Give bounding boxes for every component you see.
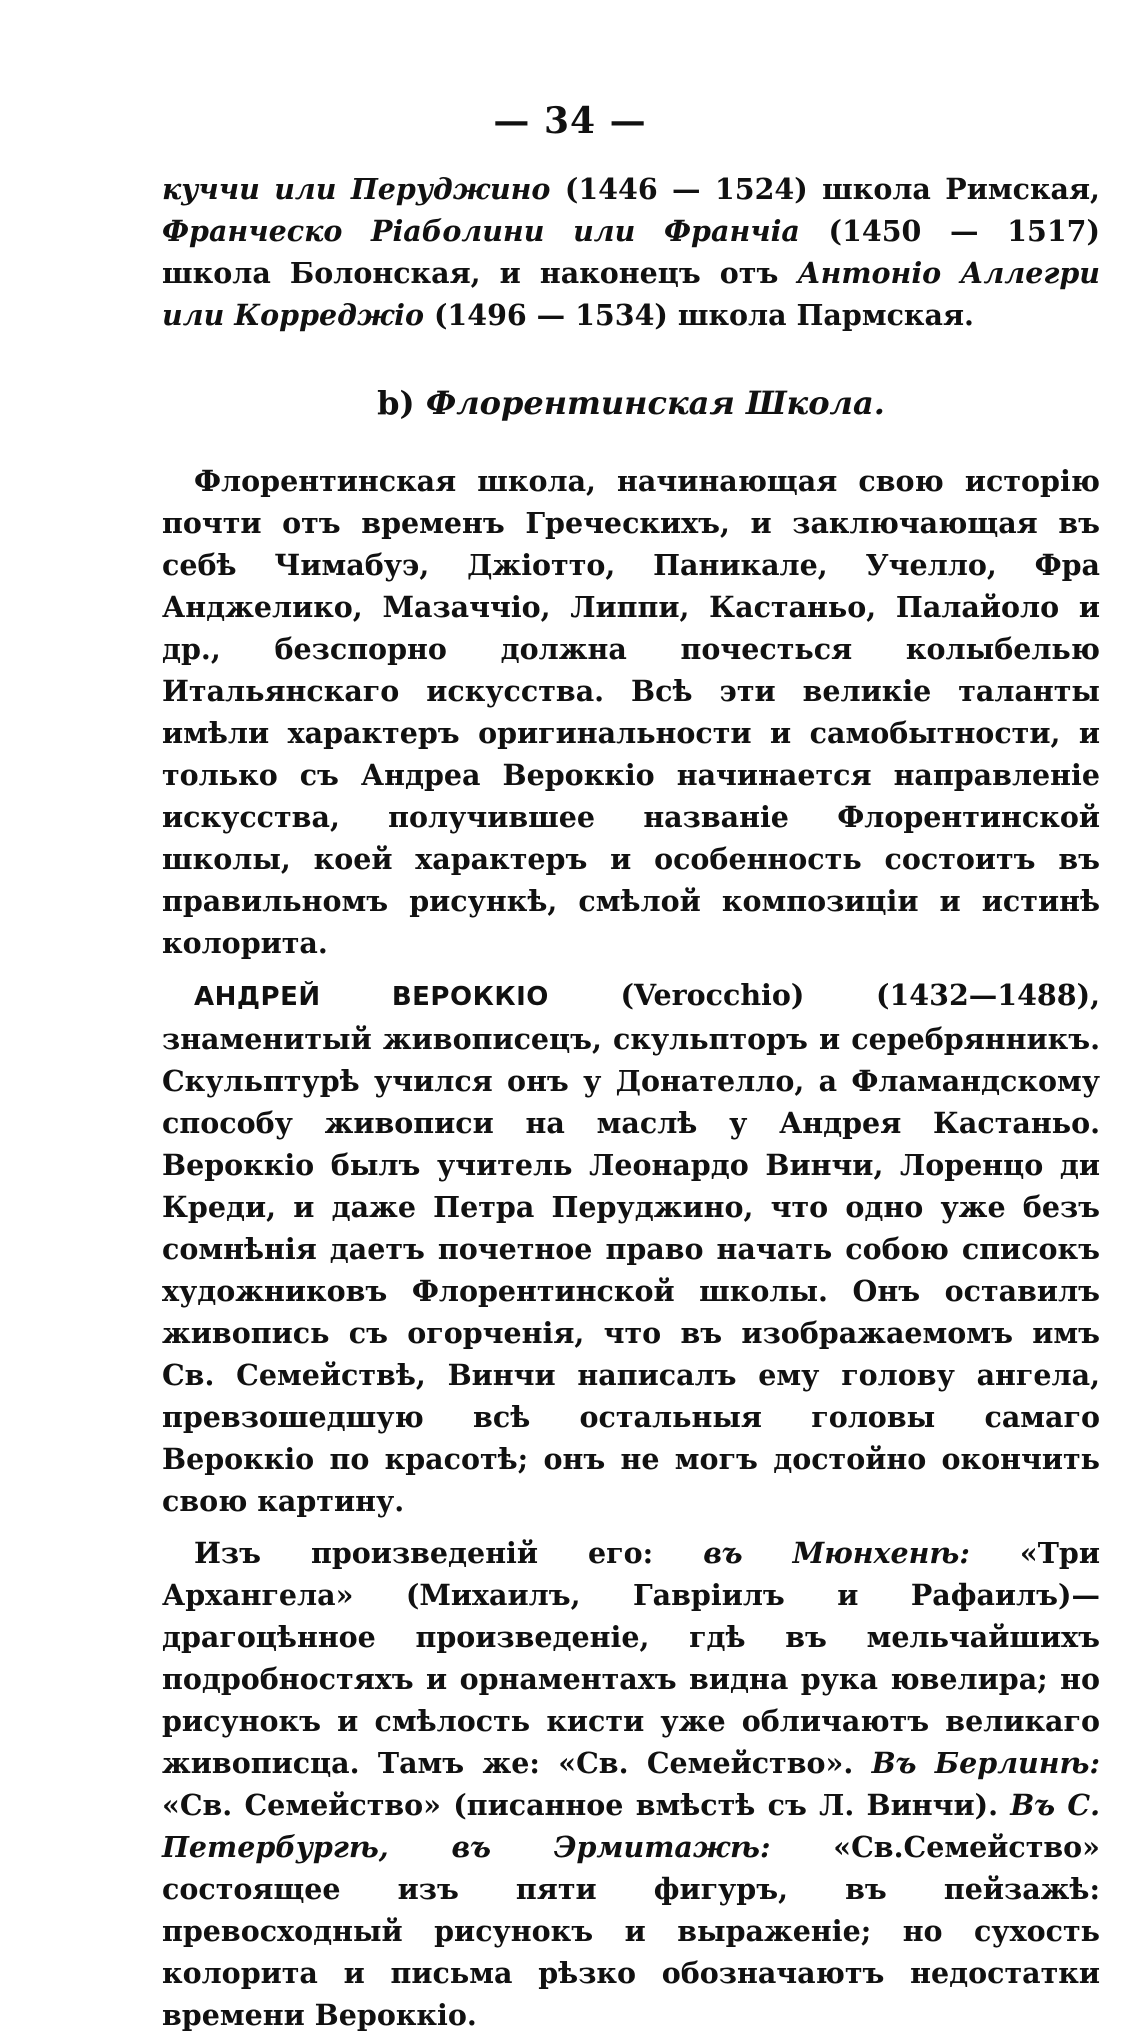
section-letter: b) [377,384,415,422]
text-body [162,168,1100,2036]
paragraph-schools-continued [162,168,1100,336]
location-munich: въ Мюнхенѣ: [703,1536,970,1570]
painter-name-verrocchio: АНДРЕЙ ВЕРОККІО [194,982,549,1012]
section-heading [162,382,1100,424]
painter-name-francia: Франческо Ріаболини или Франчіа [162,214,800,248]
paragraph-text: (Verocchio) (1432—1488), знаменитый живописецъ, скульпторъ и серебрянникъ. Скульптурѣ учился онъ у Донателло, а Фламандскому способу живописи на маслѣ у Андрея Кастаньо. Вероккіо былъ учитель Леонардо Винчи, Лоренцо ди Креди, и даже Петра Перуджино, что одно уже безъ сомнѣнія даетъ почетное право начать собою списокъ художниковъ Флорентинской школы. Онъ оставилъ живопись съ огорченія, что въ изображаемомъ имъ Св. Семействѣ, Винчи написалъ ему голову ангела, превзошедшую всѣ остальныя головы самаго Вероккіо по красотѣ; онъ не могъ достойно окончить свою картину. [162,978,1101,1518]
paragraph-text: (1446 — 1524) школа Римская, [550,172,1100,206]
paragraph-verrocchio [162,974,1100,1522]
paragraph-text: «Три Архангела» (Михаилъ, Гавріилъ и Рафаилъ)—драгоцѣнное произведеніе, гдѣ въ мельчайшихъ подробностяхъ и орнаментахъ видна рука ювелира; но рисунокъ и смѣлость кисти уже обличаютъ великаго живописца. Тамъ же: «Св. Семейство». [162,1536,1100,1780]
paragraph-text: «Св.Семейство» состоящее изъ пяти фигуръ, въ пейзажѣ: превосходный рисунокъ и выраженіе; но сухость колорита и письма рѣзко обозначаютъ недостатки времени Вероккіо. [162,1830,1100,2032]
paragraph-text: (1496 — 1534) школа Пармская. [424,298,974,332]
painter-name-perugino: куччи или Перуджино [162,172,551,206]
paragraph-florentine-school: Флорентинская школа, начинающая свою исторію почти отъ временъ Греческихъ, и заключающая въ себѣ Чимабуэ, Джіотто, Паникале, Учелло, Фра Анджелико, Мазаччіо, Липпи, Кастаньо, Палайоло и др., безспорно должна почесться колыбелью Итальянскаго искусства. Всѣ эти великіе таланты имѣли характеръ оригинальности и самобытности, и только съ Андреа Вероккіо начинается направленіе искусства, получившее названіе Флорентинской школы, коей характеръ и особенность состоитъ въ правильномъ рисункѣ, смѣлой композиціи и истинѣ колорита. [162,464,1100,960]
paragraph-works [162,1532,1100,2036]
painter-name-correggio: Антоніо Аллегри или Корреджіо [162,256,1101,332]
paragraph-text: Изъ произведеній его: [194,1536,704,1570]
paragraph-text: «Св. Семейство» (писанное вмѣстѣ съ Л. Винчи). [162,1788,1011,1822]
section-title: Флорентинская Школа. [425,384,885,422]
paragraph-text: (1450 — 1517) школа Болонская, и наконецъ отъ [162,214,1100,290]
location-hermitage: Въ С. Петербургѣ, въ Эрмитажѣ: [162,1788,1100,1864]
page-number: — 34 — [493,100,647,142]
location-berlin: Въ Берлинѣ: [871,1746,1100,1780]
